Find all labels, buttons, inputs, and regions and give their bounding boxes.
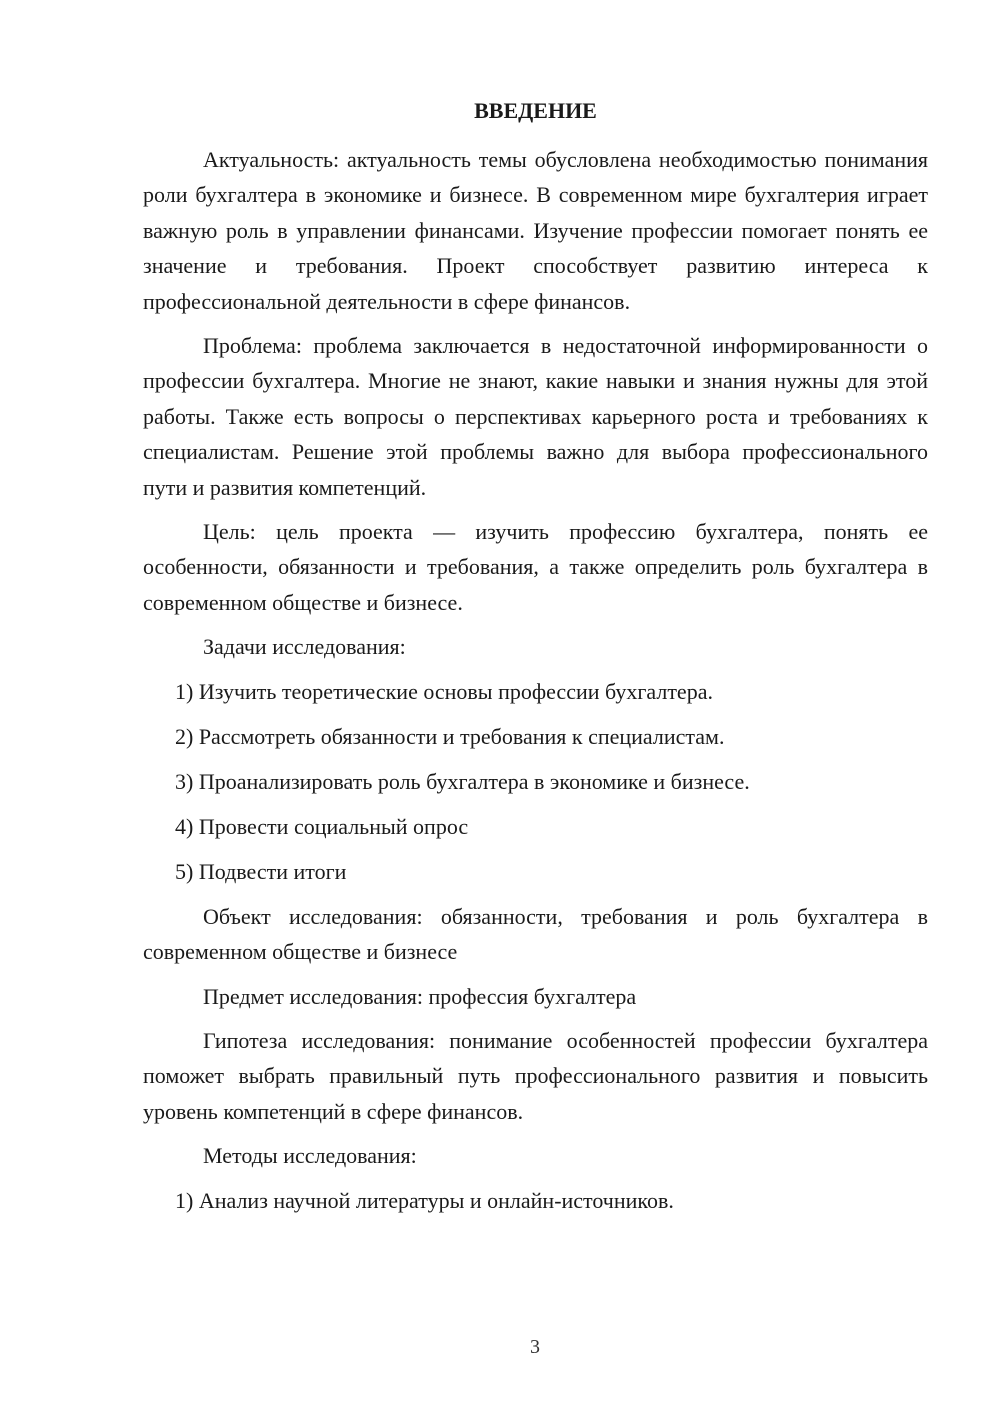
hypothesis-paragraph: Гипотеза исследования: понимание особенностей профессии бухгалтера поможет выбрать правильный путь профессионального развития и повысить уровень компетенций в сфере финансов. <box>143 1027 928 1124</box>
problem-paragraph: Проблема: проблема заключается в недостаточной информированности о профессии бухгалтера. Многие не знают, какие навыки и знания нужны для этой работы. Также есть вопросы о перспективах карьерного роста и требованиях к специалистам. Решение этой проблемы важно для выбора профессионального пути и развития компетенций. <box>143 333 928 500</box>
page-number: 3 <box>530 1336 540 1358</box>
tasks-heading: Задачи исследования: <box>203 634 406 660</box>
object-paragraph: Объект исследования: обязанности, требования и роль бухгалтера в современном обществе и бизнесе <box>143 903 928 965</box>
list-item: 5) Подвести итоги <box>175 858 347 884</box>
list-item: 4) Провести социальный опрос <box>175 813 469 839</box>
tasks-list <box>143 674 928 889</box>
relevance-paragraph: Актуальность: актуальность темы обусловлена необходимостью понимания роли бухгалтера в экономике и бизнесе. В современном мире бухгалтерия играет важную роль в управлении финансами. Изучение профессии помогает понять ее значение и требования. Проект способствует развитию интереса к профессиональной деятельности в сфере финансов. <box>143 147 928 314</box>
goal-paragraph: Цель: цель проекта — изучить профессию бухгалтера, понять ее особенности, обязанности и требования, а также определить роль бухгалтера в современном обществе и бизнесе. <box>143 519 928 615</box>
document-page <box>143 96 928 1228</box>
list-item: 1) Анализ научной литературы и онлайн-источников. <box>175 1187 674 1213</box>
list-item: 1) Изучить теоретические основы профессии бухгалтера. <box>175 678 713 704</box>
methods-heading: Методы исследования: <box>203 1143 417 1169</box>
subject-paragraph: Предмет исследования: профессия бухгалтера <box>203 983 637 1009</box>
list-item: 3) Проанализировать роль бухгалтера в экономике и бизнесе. <box>175 768 750 794</box>
list-item: 2) Рассмотреть обязанности и требования к специалистам. <box>175 723 725 749</box>
page-title: ВВЕДЕНИЕ <box>474 98 597 123</box>
methods-list <box>143 1183 928 1218</box>
